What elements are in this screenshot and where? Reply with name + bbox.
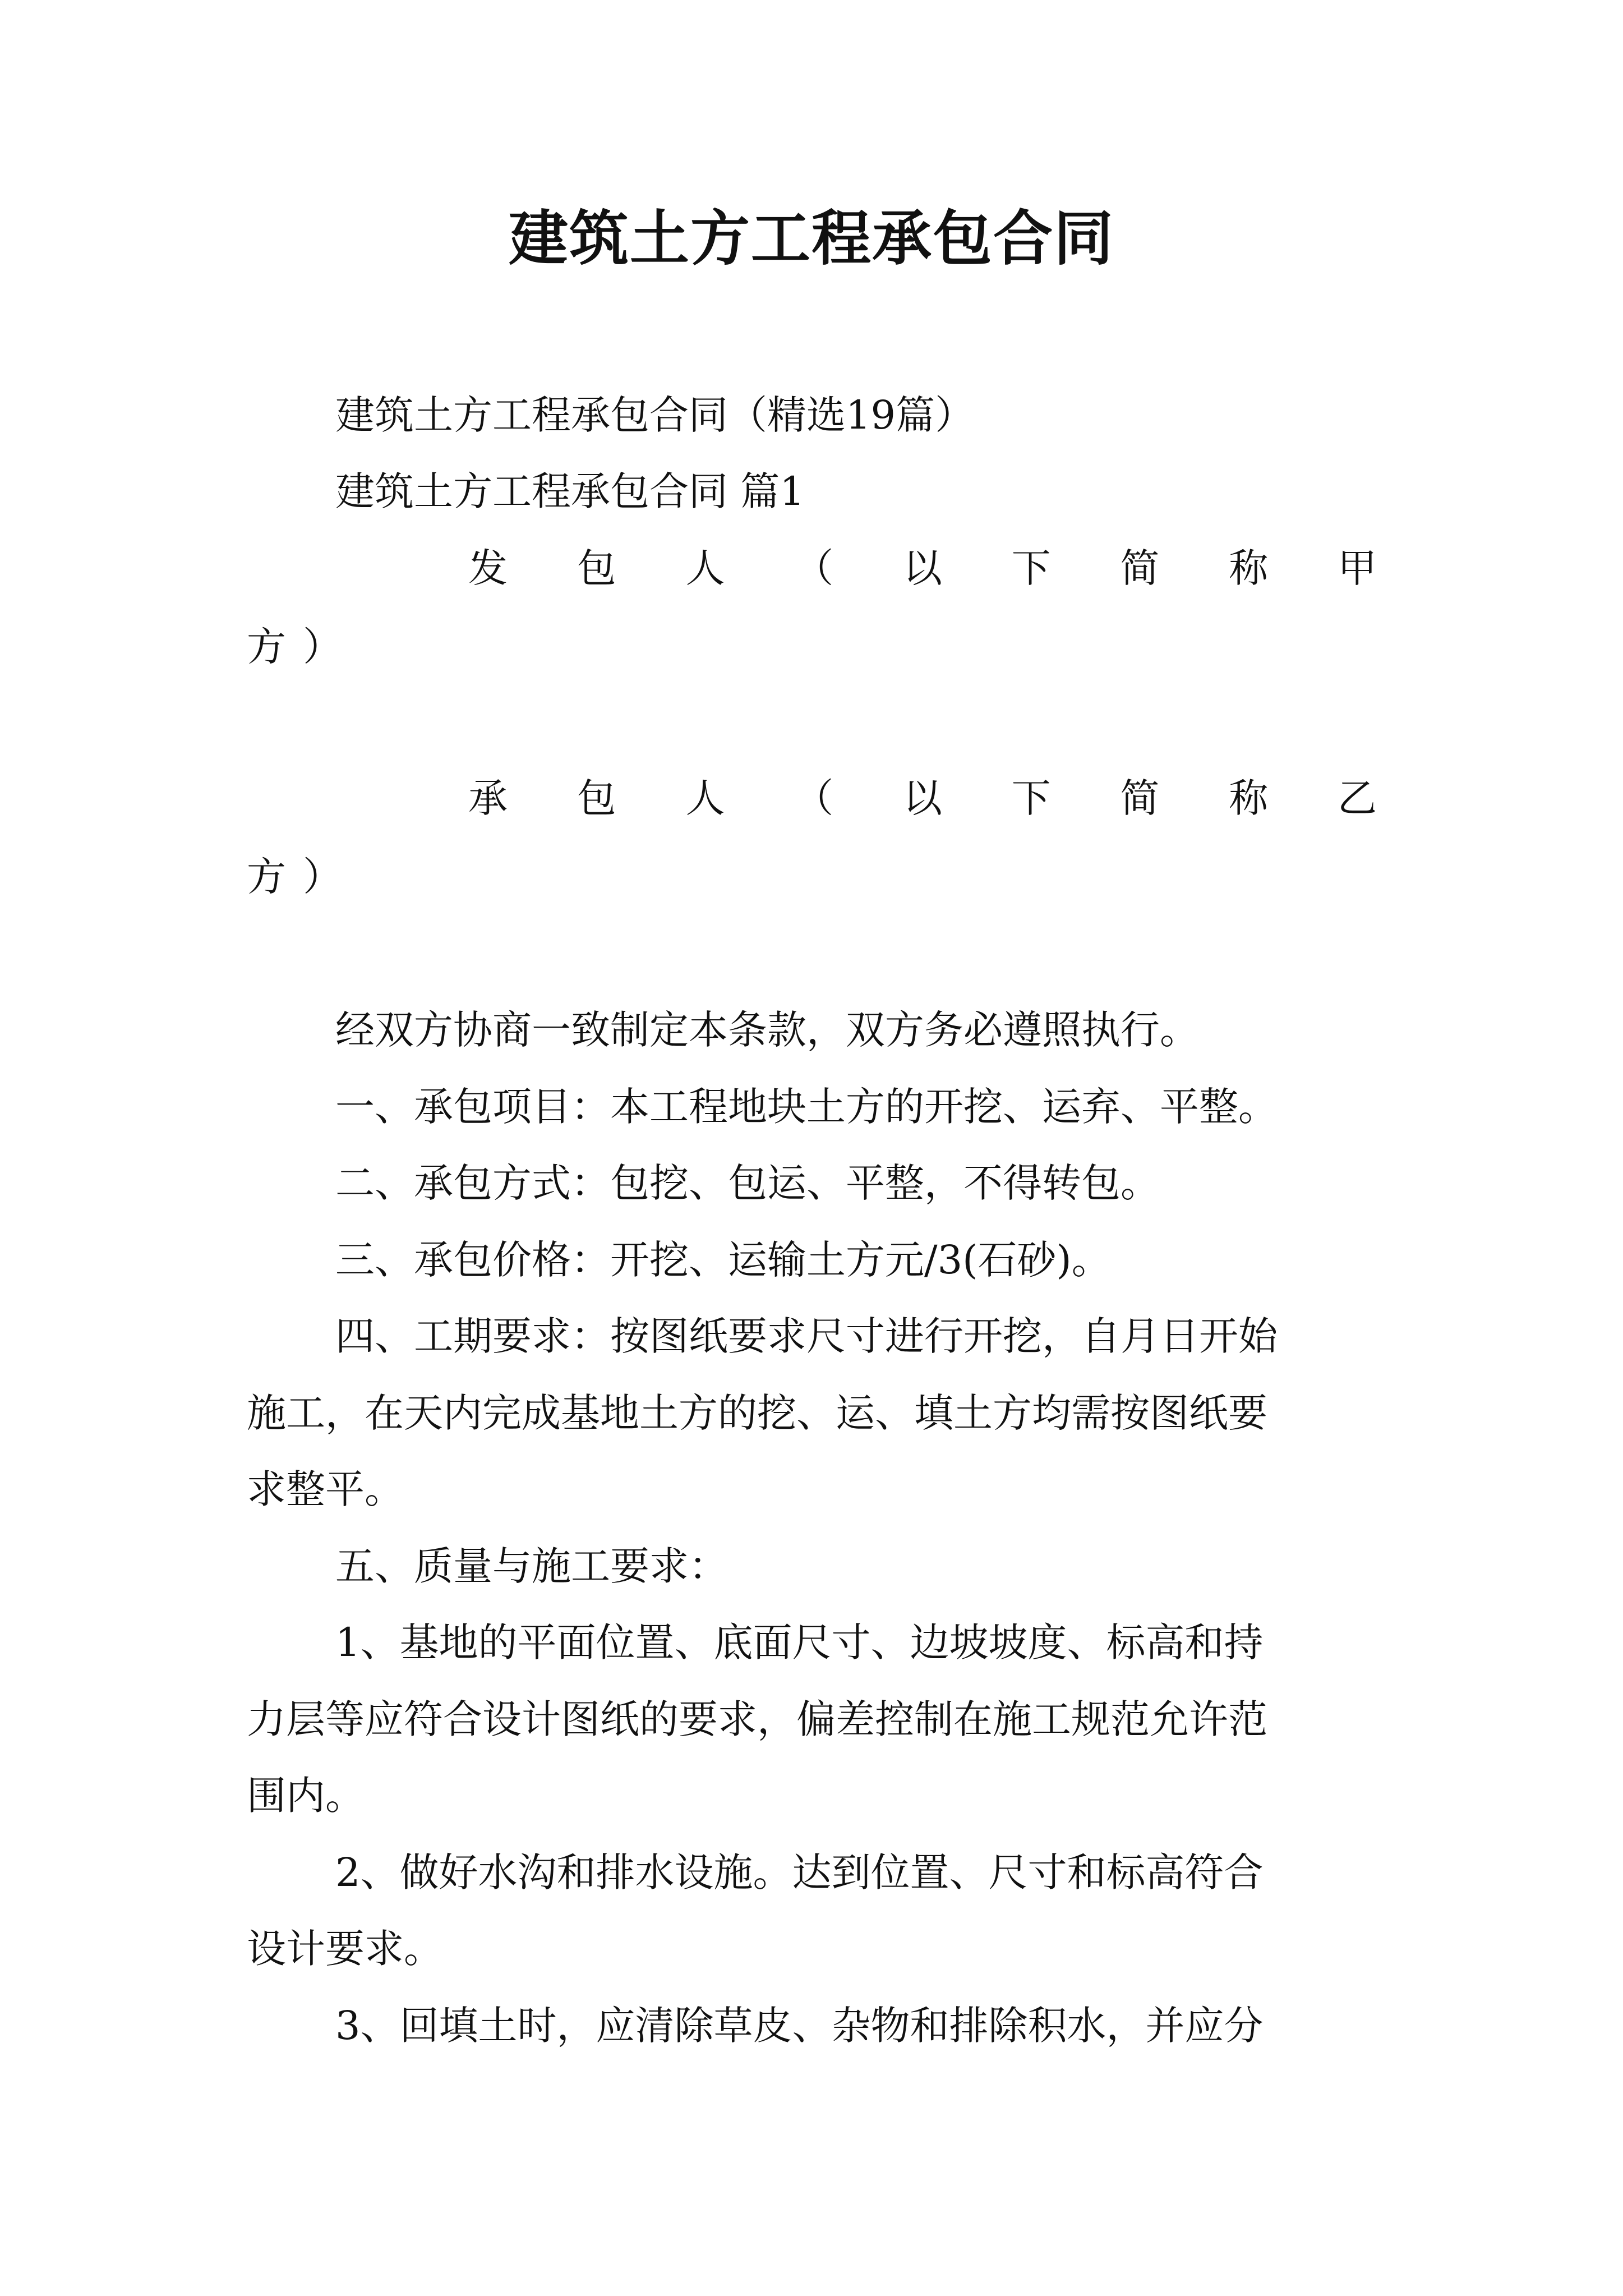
paragraph-item-3-line-1: 3、回填土时，应清除草皮、杂物和排除积水，并应分 — [335, 2003, 1264, 2049]
document-title: 建筑土方工程承包合同 — [509, 203, 1114, 273]
party-a-char: 发 — [468, 545, 508, 591]
party-a-char: 包 — [577, 545, 616, 591]
party-b-line — [468, 770, 1377, 826]
party-b-char: （ — [794, 775, 834, 821]
paragraph-clause-1: 一、承包项目：本工程地块土方的开挖、运弃、平整。 — [335, 1084, 1278, 1130]
party-a-char: （ — [794, 545, 834, 591]
party-b-char: 包 — [577, 775, 616, 821]
paragraph-item-1-line-2: 力层等应符合设计图纸的要求，偏差控制在施工规范允许范 — [247, 1696, 1267, 1742]
paragraph-clause-3: 三、承包价格：开挖、运输土方元/3(石砂)。 — [335, 1237, 1111, 1283]
party-b-char: 承 — [468, 775, 508, 821]
paragraph-agreement: 经双方协商一致制定本条款，双方务必遵照执行。 — [335, 1007, 1199, 1053]
party-a-char: 以 — [903, 545, 942, 591]
paragraph-item-1-line-1: 1、基地的平面位置、底面尺寸、边坡坡度、标高和持 — [335, 1619, 1264, 1665]
section-heading: 建筑土方工程承包合同 篇1 — [335, 468, 805, 514]
party-a-char: 甲 — [1338, 545, 1377, 591]
party-a-char: 人 — [685, 545, 725, 591]
document-subtitle: 建筑土方工程承包合同（精选19篇） — [335, 392, 975, 438]
party-a-char: 下 — [1011, 545, 1051, 591]
paragraph-clause-5: 五、质量与施工要求： — [335, 1543, 728, 1589]
paragraph-clause-4-line-1: 四、工期要求：按图纸要求尺寸进行开挖，自月日开始 — [335, 1313, 1278, 1359]
party-b-char: 乙 — [1338, 775, 1377, 821]
paragraph-clause-4-line-3: 求整平。 — [247, 1466, 404, 1512]
party-a-line — [468, 540, 1377, 596]
party-b-char: 人 — [685, 775, 725, 821]
paragraph-item-1-line-3: 围内。 — [247, 1773, 365, 1819]
party-a-char: 称 — [1229, 545, 1269, 591]
paragraph-item-2-line-1: 2、做好水沟和排水设施。达到位置、尺寸和标高符合 — [335, 1849, 1264, 1895]
party-a-char: 简 — [1120, 545, 1160, 591]
party-b-char: 简 — [1120, 775, 1160, 821]
paragraph-clause-2: 二、承包方式：包挖、包运、平整，不得转包。 — [335, 1160, 1160, 1206]
party-a-tail: 方） — [247, 624, 359, 670]
paragraph-item-2-line-2: 设计要求。 — [247, 1926, 443, 1972]
party-b-char: 称 — [1229, 775, 1269, 821]
party-b-tail: 方） — [247, 854, 359, 900]
party-b-char: 下 — [1011, 775, 1051, 821]
paragraph-clause-4-line-2: 施工，在天内完成基地土方的挖、运、填土方均需按图纸要 — [247, 1390, 1267, 1436]
party-b-char: 以 — [903, 775, 942, 821]
